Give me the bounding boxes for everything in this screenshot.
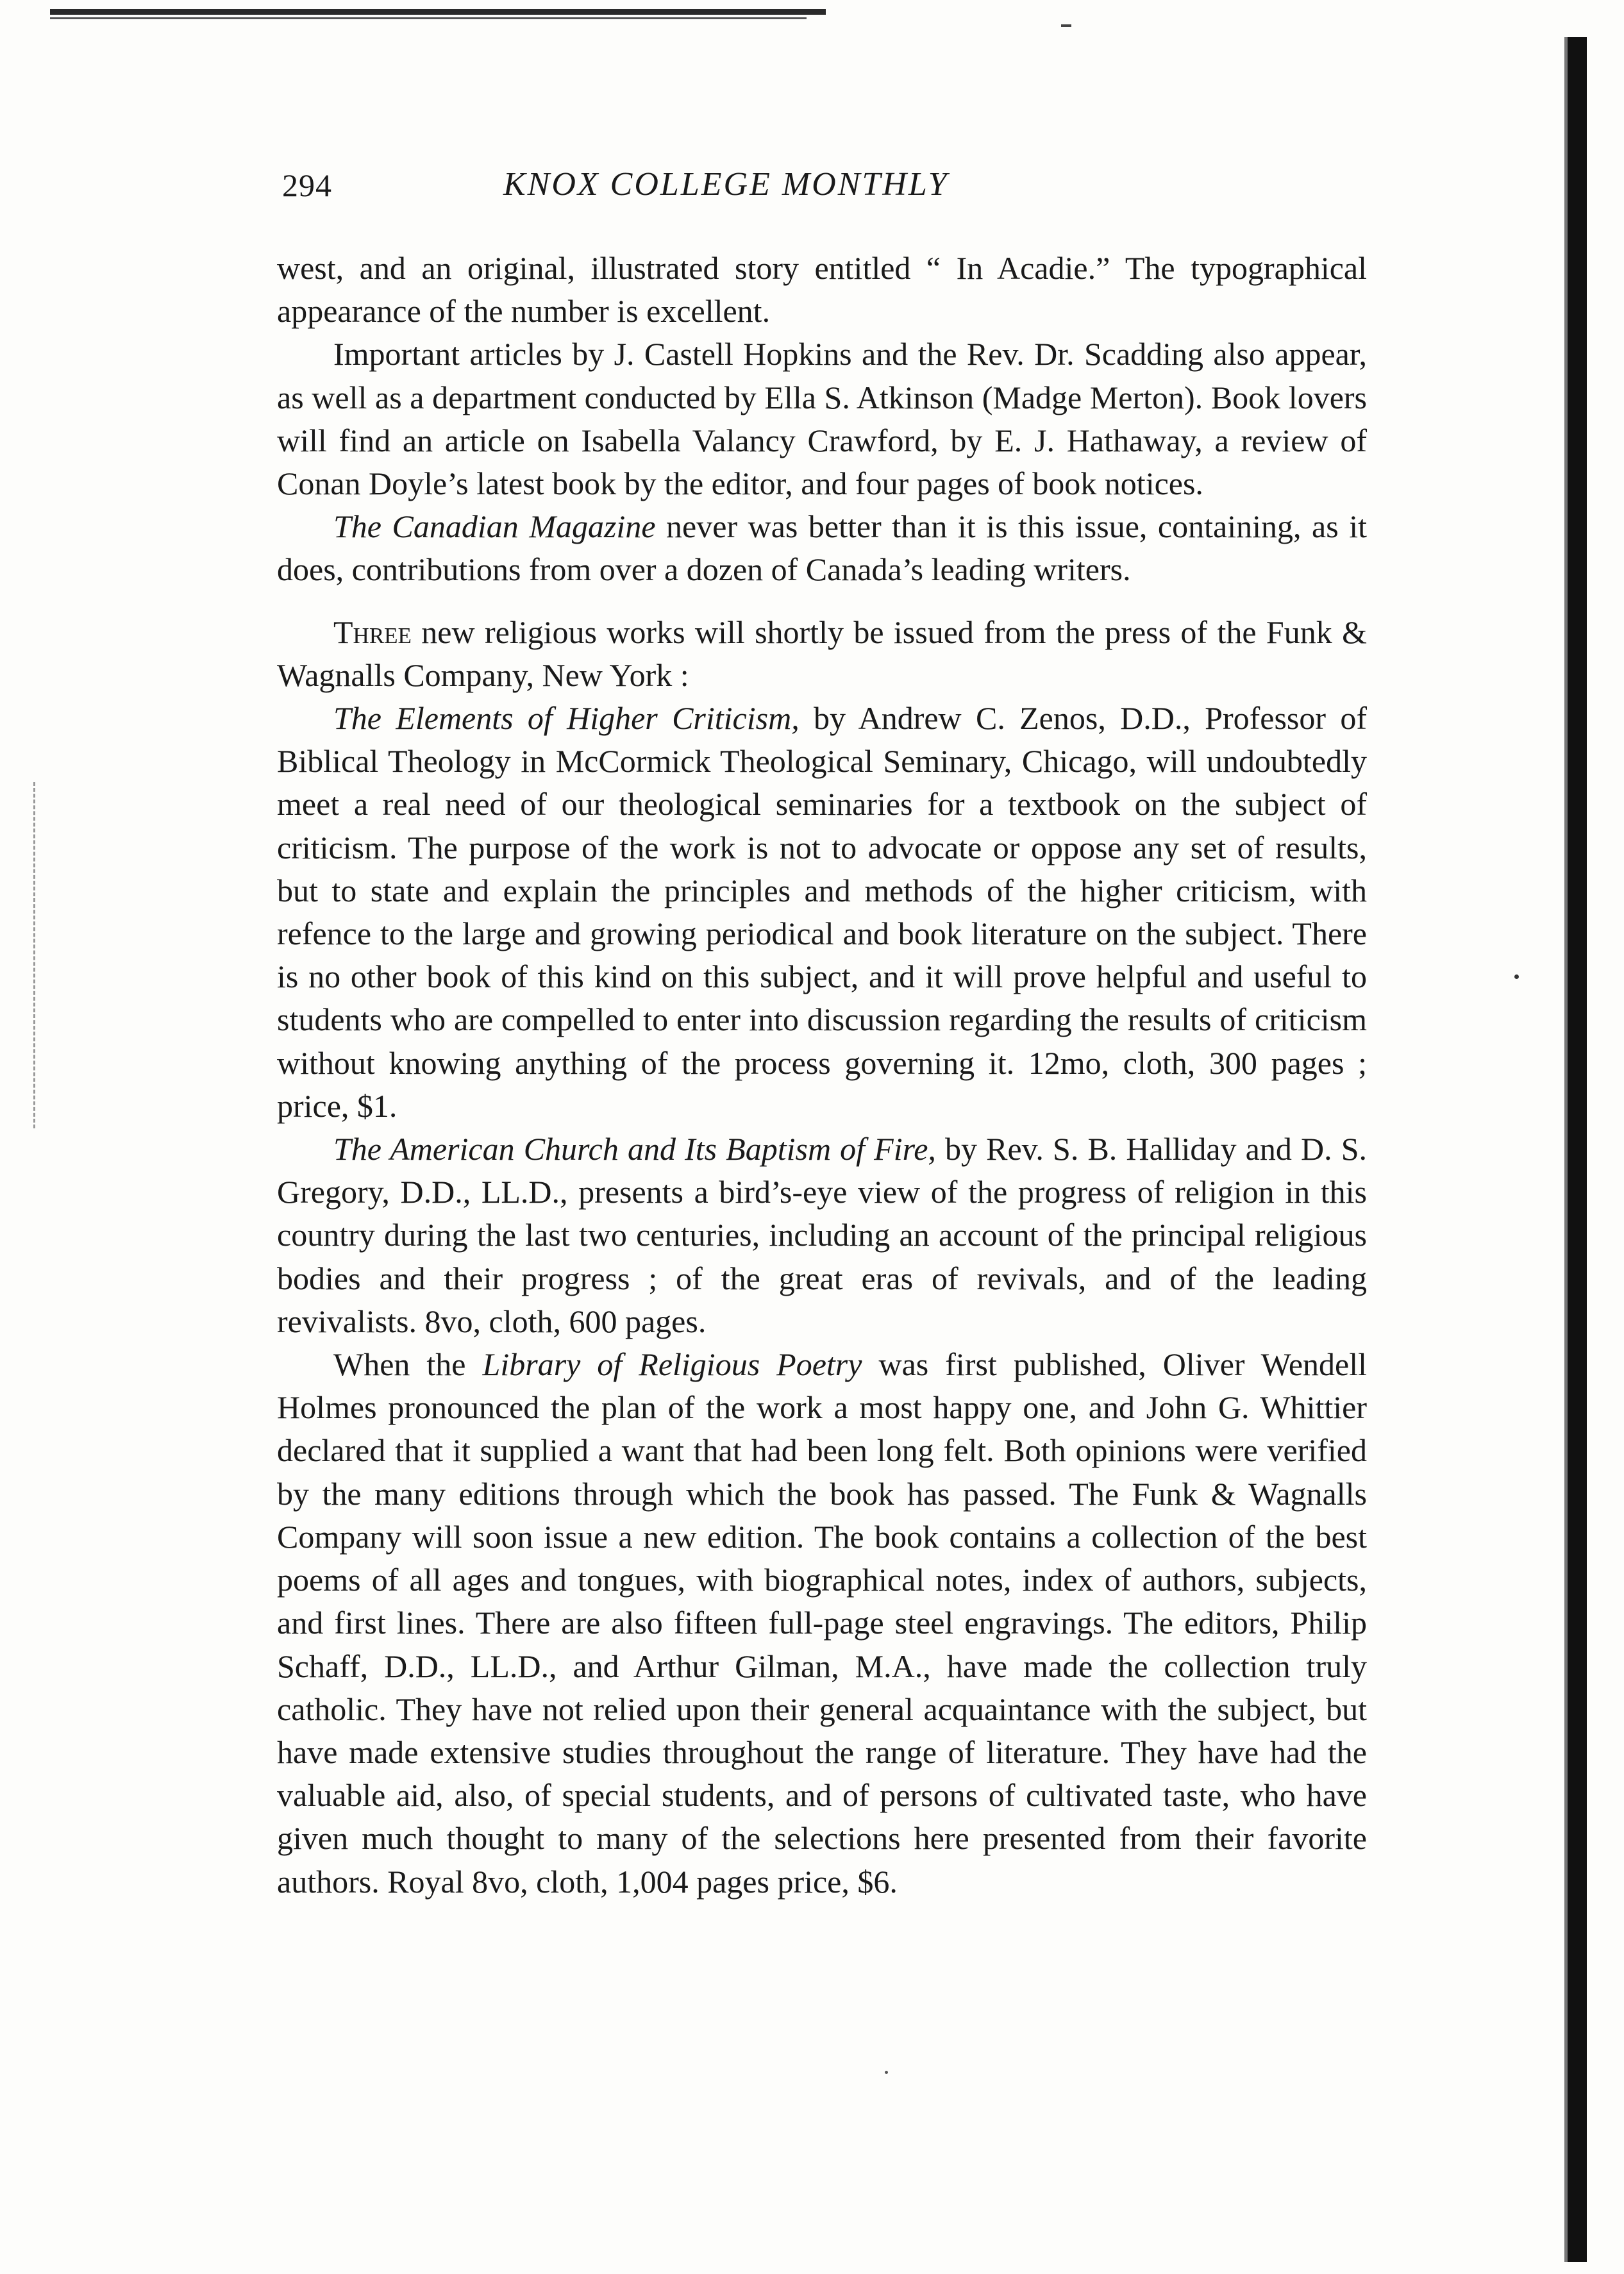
lead-word: Three [333,614,412,650]
paragraph-5 [277,697,1367,1128]
paragraph-2 [277,333,1367,505]
book-title: Library of Religious Poetry [482,1346,862,1383]
top-border-rule-thin [50,17,807,19]
paragraph-text: by Andrew C. Zenos, D.D., Professor of Biblical Theology in McCormick Theological Seminary, Chicago, will undoubtedly meet a real need of our theological seminaries for a textbook on the subject of criticism. The purpose of the work is not to advocate or oppose any set of results, but to state and explain the principles and methods of the higher criticism, with refence to the large and growing periodical and book literature on the subject. There is no other book of this kind on this subject, and it will prove helpful and useful to students who are compelled to enter into discussion regarding the results of criticism without knowing anything of the process governing it. 12mo, cloth, 300 pages ; price, $1. [277,700,1368,1124]
page-number: 294 [282,167,332,203]
paragraph-text: west, and an original, illustrated story entitled “ In Acadie.” The typographical appearance of the number is excellent. [277,250,1367,330]
book-title: The American Church and Its Baptism of Fire, [333,1131,936,1167]
paragraph-text: Important articles by J. Castell Hopkins and the Rev. Dr. Scadding also appear, as well as a department conducted by Ella S. Atkinson (Madge Merton). Book lovers will find an article on Isabella Valancy Crawford, by E. J. Hathaway, a review of Conan Doyle’s latest book by the editor, and four pages of book notices. [277,336,1367,502]
paragraph-1 [277,247,1367,333]
paragraph-text: When the [333,1346,483,1383]
scan-speck [885,2071,888,2074]
paragraph-7 [277,1343,1367,1903]
paragraph-3 [277,505,1367,591]
margin-scan-artifact [33,782,39,1128]
paragraph-text: was first published, Oliver Wendell Holmes pronounced the plan of the work a most happy one, and John G. Whittier declared that it supplied a want that had been long felt. Both opinions were verified by the many editions through which the book has passed. The Funk & Wagnalls Company will soon issue a new edition. The book contains a collection of the best poems of all ages and tongues, with biographical notes, index of authors, subjects, and first lines. There are also fifteen full-page steel engravings. The editors, Philip Schaff, D.D., LL.D., and Arthur Gilman, M.A., have made the collection truly catholic. They have not relied upon their general acquaintance with the subject, but have made extensive studies throughout the range of literature. They have had the valuable aid, also, of special students, and of persons of cultivated taste, who have given much thought to many of the selections here presented from their favorite authors. Royal 8vo, cloth, 1,004 pages price, $6. [277,1346,1368,1900]
paragraph-text: new religious works will shortly be issued from the press of the Funk & Wagnalls Company, New York : [277,614,1367,693]
book-title: The Elements of Higher Criticism, [333,700,799,737]
paragraph-text: by Rev. S. B. Halliday and D. S. Gregory, D.D., LL.D., presents a bird’s-eye view of the progress of religion in this country during the last two centuries, including an account of the principal religious bodies and their progress ; of the great eras of revivals, and of the leading revivalists. 8vo, cloth, 600 pages. [277,1131,1368,1339]
publication-title: The Canadian Magazine [333,508,656,545]
binding-shadow [1568,37,1587,2262]
article-body [277,247,1367,1903]
paragraph-6 [277,1128,1367,1343]
top-border-rule [50,9,826,15]
scan-speck [1514,974,1519,979]
scan-mark [1061,24,1071,27]
running-title: KNOX COLLEGE MONTHLY [503,166,949,203]
paragraph-text: never was better than it is this issue, containing, as it does, contributions from over a dozen of Canada’s leading writers. [277,508,1367,588]
paragraph-4 [277,611,1367,697]
page-header [282,160,1372,212]
